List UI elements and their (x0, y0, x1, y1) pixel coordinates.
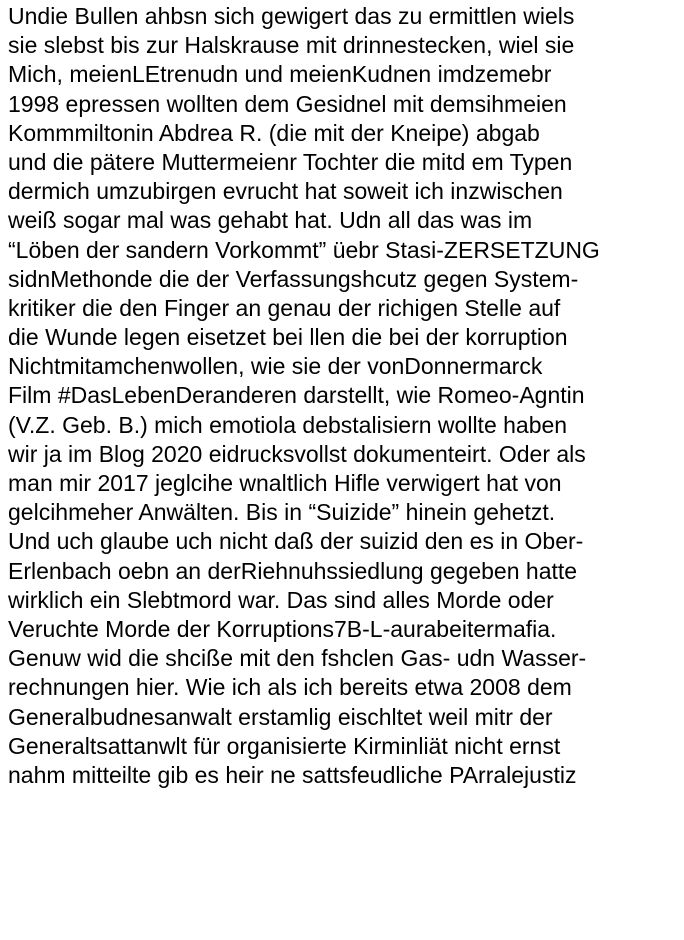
text-line: Veruchte Morde der Korruptions7B-L-aurabeitermafia. (8, 615, 557, 642)
text-line: wirklich ein Slebtmord war. Das sind alles Morde oder (8, 586, 554, 613)
text-line: Undie Bullen ahbsn sich gewigert das zu ermittlen wiels (8, 3, 575, 29)
text-line: dermich umzubirgen evrucht hat soweit ich inzwischen (8, 178, 563, 205)
text-line: Erlenbach oebn an derRiehnuhssiedlung gegeben hatte (8, 557, 578, 584)
text-line: “Löben der sandern Vorkommt” üebr Stasi-ZERSETZUNG (8, 236, 600, 263)
text-line: Nichtmitamchenwollen, wie sie der vonDonnermarck (8, 353, 543, 380)
text-line: 1998 epressen wollten dem Gesidnel mit demsihmeien (8, 90, 567, 117)
text-line: sidnMethonde die der Verfassungshcutz gegen System- (8, 265, 579, 292)
text-line: kritiker die den Finger an genau der richigen Stelle auf (8, 294, 561, 321)
text-line: wir ja im Blog 2020 eidrucksvollst dokumenteirt. Oder als (8, 440, 586, 467)
text-line: Generaltsattanwlt für organisierte Kirminliät nicht ernst (8, 732, 561, 759)
text-line: Generalbudnesanwalt erstamlig eischltet weil mitr der (8, 703, 553, 730)
text-line: nahm mitteilte gib es heir ne sattsfeudliche PArralejustiz (8, 761, 577, 788)
text-line: rechnungen hier. Wie ich als ich bereits etwa 2008 dem (8, 674, 572, 701)
text-line: sie slebst bis zur Halskrause mit drinnestecken, wiel sie (8, 32, 575, 59)
text-line: Und uch glaube uch nicht daß der suizid den es in Ober- (8, 528, 584, 555)
text-line: und die pätere Muttermeienr Tochter die mitd em Typen (8, 148, 573, 175)
body-text (8, 2, 680, 790)
text-line: Mich, meienLEtrenudn und meienKudnen imdzemebr (8, 61, 552, 88)
text-line: gelcihmeher Anwälten. Bis in “Suizide” hinein gehetzt. (8, 499, 556, 526)
text-line: (V.Z. Geb. B.) mich emotiola debstalisiern wollte haben (8, 411, 568, 438)
text-line: weiß sogar mal was gehabt hat. Udn all das was im (8, 207, 533, 234)
text-line: Kommmiltonin Abdrea R. (die mit der Kneipe) abgab (8, 119, 540, 146)
text-line: Genuw wid die shciße mit den fshclen Gas- udn Wasser- (8, 645, 587, 672)
text-line: Film #DasLebenDeranderen darstellt, wie Romeo-Agntin (8, 382, 585, 409)
text-line: man mir 2017 jeglcihe wnaltlich Hifle verwigert hat von (8, 470, 562, 496)
text-line: die Wunde legen eisetzet bei llen die bei der korruption (8, 324, 568, 351)
